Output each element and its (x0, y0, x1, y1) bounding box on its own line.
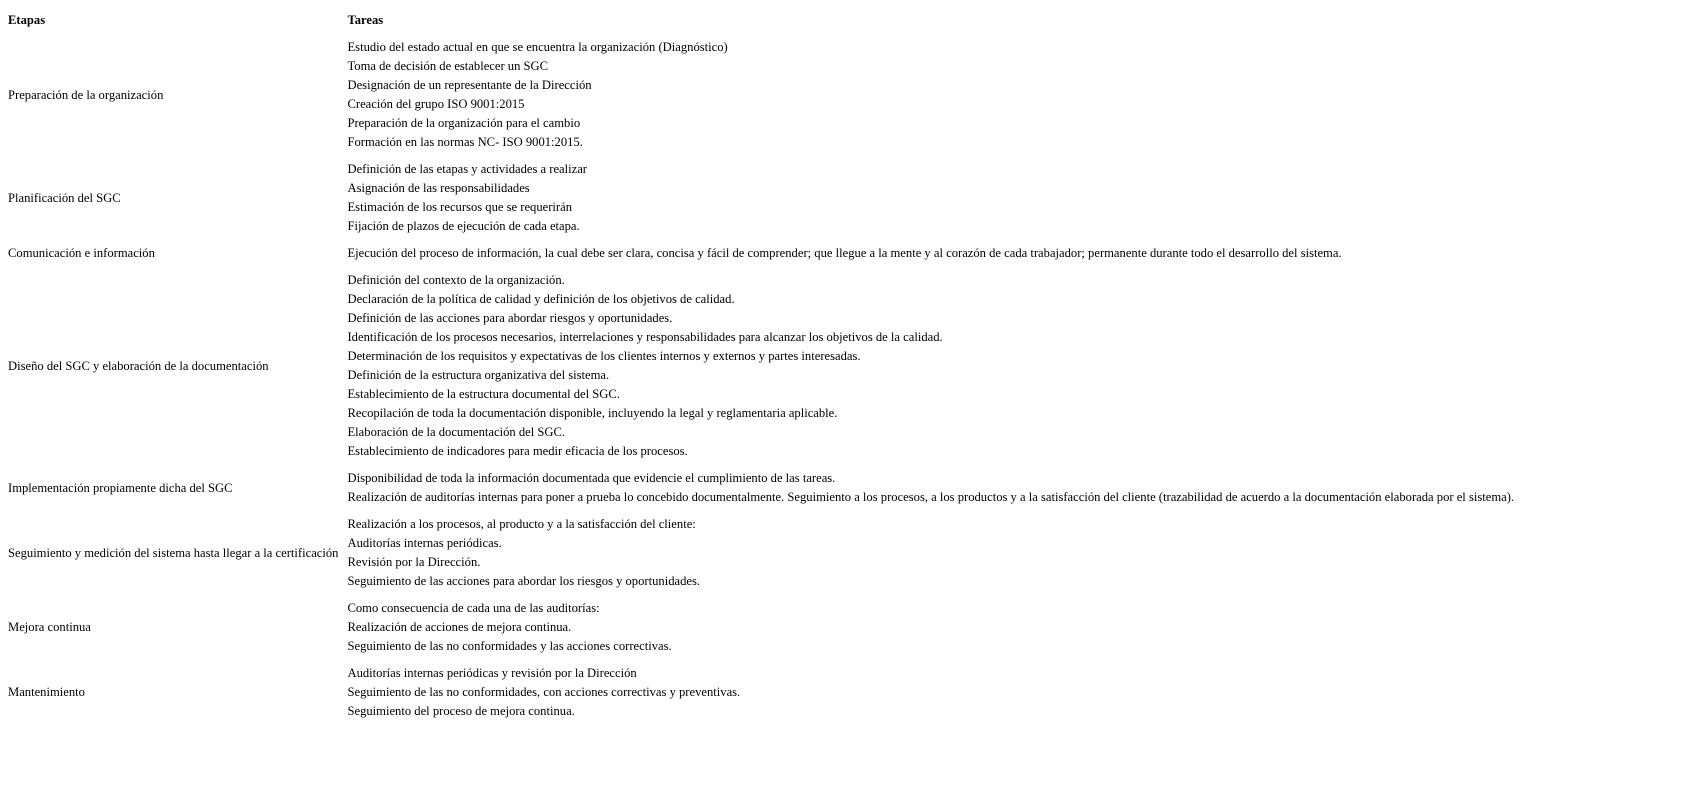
task-line: Estudio del estado actual en que se encuentra la organización (Diagnóstico) (347, 40, 728, 54)
tasks-cell (346, 268, 1515, 464)
task-line: Auditorías internas periódicas y revisión por la Dirección (347, 666, 637, 680)
table-row (7, 466, 1515, 510)
task-line: Ejecución del proceso de información, la cual debe ser clara, concisa y fácil de comprender; que llegue a la mente y al corazón de cada trabajador; permanente durante todo el desarrollo del sistema. (347, 246, 1342, 260)
task-line: Realización de auditorías internas para poner a prueba lo concebido documentalmente. Seguimiento a los procesos, a los productos y a la satisfacción del cliente (trazabilidad de acuerdo a la documentación elaborada por el sistema). (347, 490, 1515, 504)
header-stage: Etapas (8, 13, 46, 27)
stages-tasks-table (5, 4, 1517, 726)
tasks-cell (346, 157, 1515, 239)
table-row (7, 512, 1515, 594)
task-line: Creación del grupo ISO 9001:2015 (347, 97, 525, 111)
table-row (7, 596, 1515, 659)
table-row (7, 35, 1515, 155)
table-row (7, 268, 1515, 464)
task-line: Recopilación de toda la documentación disponible, incluyendo la legal y reglamentaria aplicable. (347, 406, 838, 420)
task-line: Identificación de los procesos necesarios, interrelaciones y responsabilidades para alcanzar los objetivos de la calidad. (347, 330, 943, 344)
stage-cell: Mejora continua (8, 620, 91, 634)
task-line: Revisión por la Dirección. (347, 555, 481, 569)
header-tasks: Tareas (347, 13, 384, 27)
tasks-cell (346, 466, 1515, 510)
task-line: Determinación de los requisitos y expectativas de los clientes internos y externos y partes interesadas. (347, 349, 861, 363)
task-line: Asignación de las responsabilidades (347, 181, 530, 195)
task-line: Definición del contexto de la organización. (347, 273, 565, 287)
task-line: Disponibilidad de toda la información documentada que evidencie el cumplimiento de las tareas. (347, 471, 836, 485)
tasks-cell (346, 661, 1515, 724)
table-header (7, 6, 1515, 33)
task-line: Definición de las acciones para abordar riesgos y oportunidades. (347, 311, 673, 325)
tasks-cell (346, 35, 1515, 155)
task-line: Fijación de plazos de ejecución de cada etapa. (347, 219, 580, 233)
task-line: Formación en las normas NC- ISO 9001:2015. (347, 135, 583, 149)
task-line: Declaración de la política de calidad y definición de los objetivos de calidad. (347, 292, 735, 306)
table-row (7, 661, 1515, 724)
task-line: Elaboración de la documentación del SGC. (347, 425, 566, 439)
task-line: Seguimiento de las no conformidades, con acciones correctivas y preventivas. (347, 685, 741, 699)
task-line: Seguimiento de las no conformidades y las acciones correctivas. (347, 639, 672, 653)
tasks-cell (346, 241, 1515, 266)
task-line: Establecimiento de la estructura documental del SGC. (347, 387, 620, 401)
table-row (7, 157, 1515, 239)
table-row (7, 241, 1515, 266)
stage-cell: Planificación del SGC (8, 190, 121, 205)
stage-cell: Implementación propiamente dicha del SGC (8, 480, 233, 495)
task-line: Designación de un representante de la Dirección (347, 78, 592, 92)
tasks-cell (346, 512, 1515, 594)
task-line: Establecimiento de indicadores para medir eficacia de los procesos. (347, 444, 688, 458)
task-line: Auditorías internas periódicas. (347, 536, 502, 550)
task-line: Seguimiento de las acciones para abordar los riesgos y oportunidades. (347, 574, 701, 588)
stage-cell: Diseño del SGC y elaboración de la documentación (8, 358, 269, 373)
table-body (7, 35, 1515, 724)
task-line: Toma de decisión de establecer un SGC (347, 59, 549, 73)
header-row (7, 6, 1515, 33)
task-line: Seguimiento del proceso de mejora continua. (347, 704, 575, 718)
task-line: Definición de las etapas y actividades a realizar (347, 162, 587, 176)
task-line: Estimación de los recursos que se requerirán (347, 200, 572, 214)
task-line: Como consecuencia de cada una de las auditorías: (347, 601, 600, 615)
stage-cell: Mantenimiento (8, 685, 85, 699)
task-line: Definición de la estructura organizativa del sistema. (347, 368, 610, 382)
stage-cell: Preparación de la organización (8, 87, 164, 102)
stage-cell: Comunicación e información (8, 246, 155, 260)
stage-cell: Seguimiento y medición del sistema hasta llegar a la certificación (8, 545, 339, 560)
task-line: Realización de acciones de mejora continua. (347, 620, 572, 634)
task-line: Realización a los procesos, al producto y a la satisfacción del cliente: (347, 517, 696, 531)
task-line: Preparación de la organización para el cambio (347, 116, 581, 130)
tasks-cell (346, 596, 1515, 659)
